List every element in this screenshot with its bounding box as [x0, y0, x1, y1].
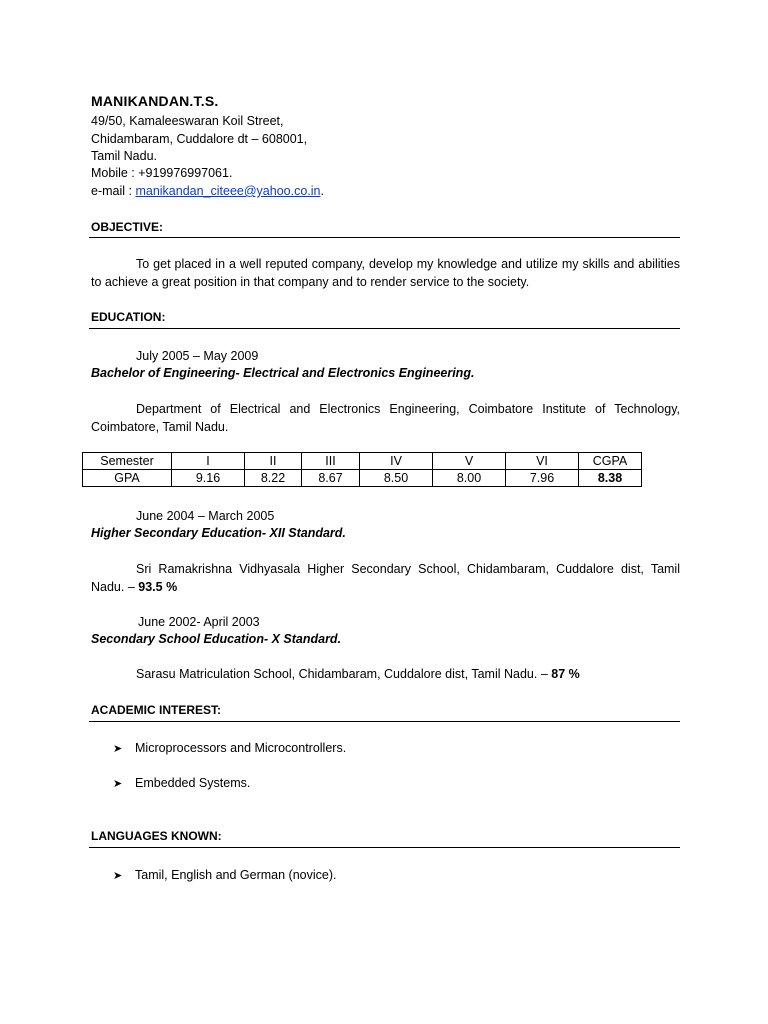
table-cell: 9.16 — [172, 470, 245, 487]
table-cell: 8.38 — [579, 470, 642, 487]
list-item — [113, 866, 336, 885]
table-cell: III — [302, 453, 360, 470]
arrow-bullet-icon: ➤ — [113, 870, 123, 882]
ssc-period: June 2002- April 2003 — [138, 615, 260, 629]
list-item-text: Microprocessors and Microcontrollers. — [135, 741, 347, 755]
table-cell: 8.67 — [302, 470, 360, 487]
gpa-table — [82, 452, 642, 487]
objective-text: To get placed in a well reputed company, develop my knowledge and utilize my skills and abilities to achieve a great position in that company and to render service to the society. — [91, 257, 680, 289]
arrow-bullet-icon: ➤ — [113, 778, 123, 790]
email-line — [91, 182, 324, 200]
ssc-score: 87 % — [551, 667, 580, 681]
list-item-text: Embedded Systems. — [135, 776, 251, 790]
divider — [89, 237, 680, 238]
list-item — [113, 774, 250, 793]
table-cell: Semester — [83, 453, 172, 470]
ssc-title: Secondary School Education- X Standard. — [91, 632, 342, 646]
table-cell: VI — [506, 453, 579, 470]
degree-institution: Department of Electrical and Electronics Engineering, Coimbatore Institute of Technology, Coimbatore, Tamil Nadu. — [91, 402, 680, 434]
address-line-3: Tamil Nadu. — [91, 149, 157, 163]
table-cell: 8.00 — [433, 470, 506, 487]
academic-interest-heading: ACADEMIC INTEREST: — [91, 703, 222, 717]
table-cell: GPA — [83, 470, 172, 487]
table-cell: CGPA — [579, 453, 642, 470]
hsc-school-name: Sri Ramakrishna Vidhyasala Higher Secondary School, Chidambaram, Cuddalore dist, Tamil Nadu. – — [91, 562, 680, 594]
table-cell: 8.22 — [245, 470, 302, 487]
hsc-score: 93.5 % — [138, 580, 178, 594]
address-line-1: 49/50, Kamaleeswaran Koil Street, — [91, 114, 284, 128]
mobile-number: Mobile : +919976997061. — [91, 166, 233, 180]
list-item-text: Tamil, English and German (novice). — [135, 868, 337, 882]
table-cell: 7.96 — [506, 470, 579, 487]
list-item — [113, 739, 346, 758]
languages-heading: LANGUAGES KNOWN: — [91, 829, 222, 843]
email-trail: . — [320, 184, 324, 198]
table-cell: 8.50 — [360, 470, 433, 487]
arrow-bullet-icon: ➤ — [113, 743, 123, 755]
divider — [89, 721, 680, 722]
table-row — [83, 453, 642, 470]
divider — [89, 847, 680, 848]
degree-title: Bachelor of Engineering- Electrical and Electronics Engineering. — [91, 366, 475, 380]
table-cell: IV — [360, 453, 433, 470]
email-link[interactable]: manikandan_citeee@yahoo.co.in — [135, 184, 321, 198]
email-label: e-mail : — [91, 184, 136, 198]
table-cell: V — [433, 453, 506, 470]
hsc-school — [91, 560, 680, 596]
divider — [89, 328, 680, 329]
ssc-school-name: Sarasu Matriculation School, Chidambaram, Cuddalore dist, Tamil Nadu. – — [136, 667, 552, 681]
table-cell: II — [245, 453, 302, 470]
ssc-school — [136, 665, 580, 683]
hsc-period: June 2004 – March 2005 — [136, 509, 275, 523]
hsc-title: Higher Secondary Education- XII Standard. — [91, 526, 346, 540]
table-row — [83, 470, 642, 487]
degree-period: July 2005 – May 2009 — [136, 349, 259, 363]
table-cell: I — [172, 453, 245, 470]
objective-heading: OBJECTIVE: — [91, 220, 164, 234]
education-heading: EDUCATION: — [91, 310, 166, 324]
address-line-2: Chidambaram, Cuddalore dt – 608001, — [91, 132, 308, 146]
candidate-name: MANIKANDAN.T.S. — [91, 93, 219, 109]
